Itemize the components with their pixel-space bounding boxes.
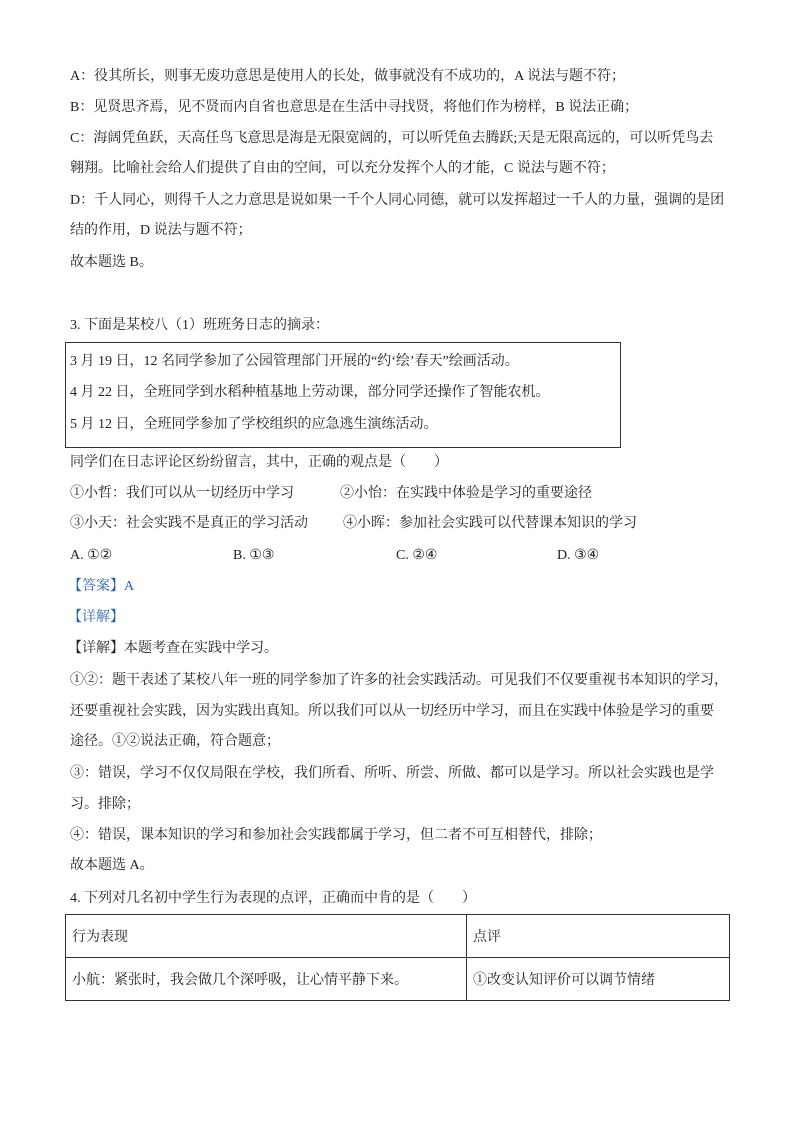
- view-2: ②小怡：在实践中体验是学习的重要途径: [340, 486, 592, 501]
- explanation-line: B：见贤思齐焉，见不贤而内自省也意思是在生活中寻找贤，将他们作为榜样，B 说法正确；: [70, 100, 639, 115]
- answer-label: 【答案】A: [68, 579, 135, 594]
- explanation-line: C：海阔凭鱼跃，天高任鸟飞意思是海是无限宽阔的，可以听凭鱼去腾跃;天是无限高远的，可以听凭鸟去: [70, 131, 714, 146]
- cell-behavior: 小航：紧张时，我会做几个深呼吸，让心情平静下来。: [66, 958, 467, 1001]
- explanation-line: D：千人同心，则得千人之力意思是说如果一千个人同心同德，就可以发挥超过一千人的力量，强调的是团: [70, 193, 725, 208]
- log-entry: 5 月 12 日，全班同学参加了学校组织的应急逃生演练活动。: [70, 417, 438, 432]
- view-1: ①小哲：我们可以从一切经历中学习: [70, 486, 294, 501]
- conclusion-line: 故本题选 B。: [70, 255, 153, 270]
- option-c: C. ②④: [396, 548, 438, 563]
- detail-line: 【详解】本题考查在实践中学习。: [68, 641, 278, 656]
- log-entry: 4 月 22 日，全班同学到水稻种植基地上劳动课，部分同学还操作了智能农机。: [70, 385, 550, 400]
- option-a: A. ①②: [70, 548, 113, 563]
- detail-line: ①②：题干表述了某校八年一班的同学参加了许多的社会实践活动。可见我们不仅要重视书本知识的学习，: [70, 673, 728, 688]
- header-behavior: 行为表现: [66, 915, 467, 958]
- question-stem: 3. 下面是某校八（1）班班务日志的摘录：: [70, 318, 329, 333]
- question-stem: 4. 下列对几名初中学生行为表现的点评，正确而中肯的是（ ）: [70, 891, 476, 906]
- option-b: B. ①③: [233, 548, 275, 563]
- explanation-line: 翱翔。比喻社会给人们提供了自由的空间，可以充分发挥个人的才能，C 说法与题不符；: [70, 161, 615, 176]
- header-comment: 点评: [467, 915, 730, 958]
- conclusion-line: 故本题选 A。: [70, 858, 154, 873]
- log-entry: 3 月 19 日，12 名同学参加了公园管理部门开展的“约‘绘’春天”绘画活动。: [70, 354, 519, 369]
- detail-line: 习。排除；: [70, 797, 140, 812]
- cell-comment: ①改变认知评价可以调节情绪: [467, 958, 730, 1001]
- detail-line: ③：错误，学习不仅仅局限在学校，我们所看、所听、所尝、所做、都可以是学习。所以社会实践也是学: [70, 766, 714, 781]
- option-d: D. ③④: [557, 548, 600, 563]
- explanation-line: 结的作用，D 说法与题不符；: [70, 223, 252, 238]
- table-row: [66, 958, 730, 1001]
- behavior-table: [65, 914, 730, 1001]
- explanation-line: A：役其所长，则事无废功意思是使用人的长处，做事就没有不成功的，A 说法与题不符；: [70, 69, 625, 84]
- detail-line: ④：错误，课本知识的学习和参加社会实践都属于学习，但二者不可互相替代，排除；: [70, 828, 602, 843]
- question-prompt: 同学们在日志评论区纷纷留言，其中，正确的观点是（ ）: [70, 455, 448, 470]
- detail-line: 途径。①②说法正确，符合题意；: [70, 734, 280, 749]
- view-3: ③小天：社会实践不是真正的学习活动: [70, 516, 308, 531]
- detail-line: 还要重视社会实践，因为实践出真知。所以我们可以从一切经历中学习，而且在实践中体验是学习的重要: [70, 704, 714, 719]
- view-4: ④小晖：参加社会实践可以代替课本知识的学习: [343, 516, 637, 531]
- table-header-row: [66, 915, 730, 958]
- detail-label: 【详解】: [68, 610, 124, 625]
